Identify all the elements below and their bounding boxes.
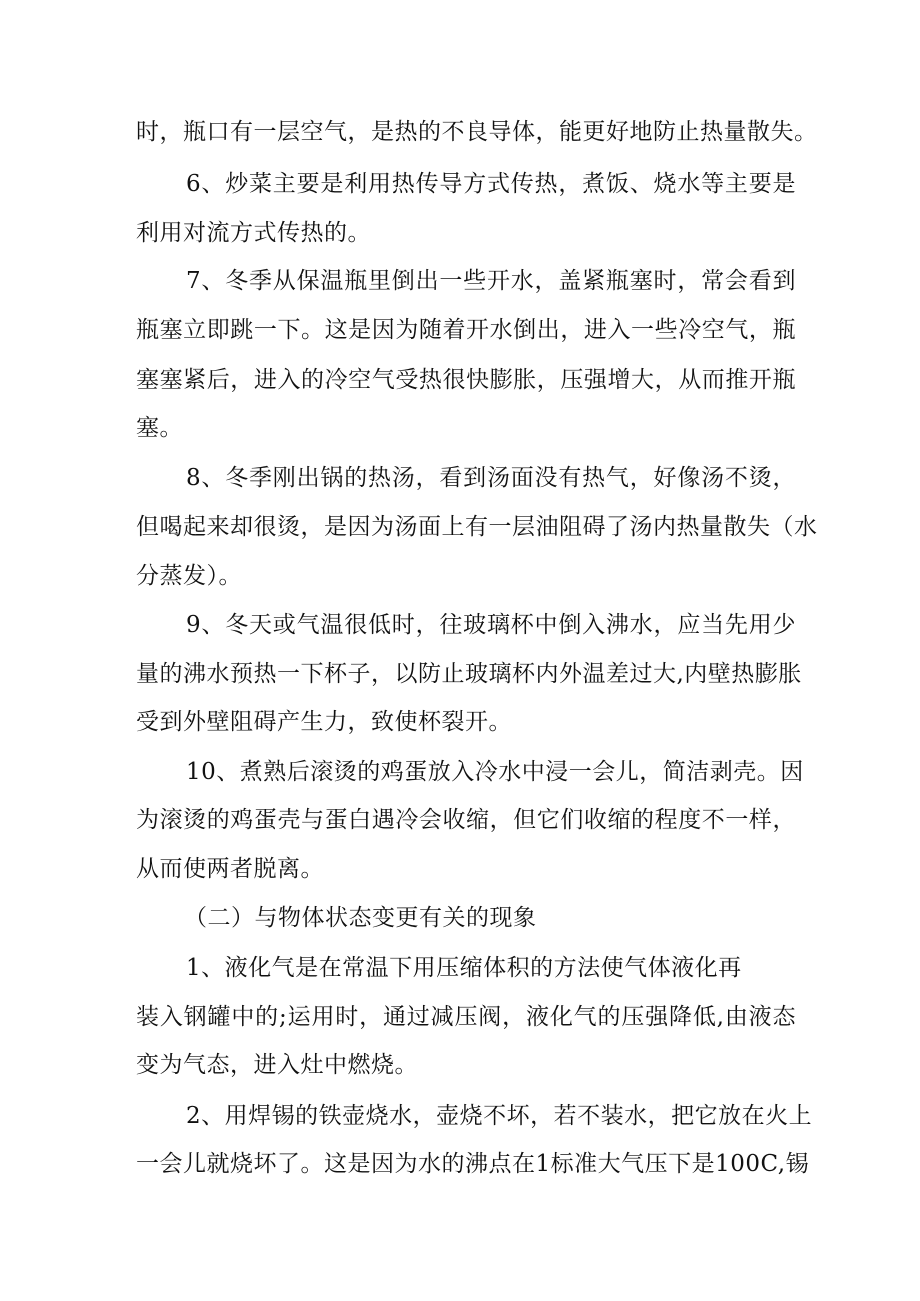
text-line: 8、冬季刚出锅的热汤，看到汤面没有热气，好像汤不烫， <box>186 465 796 491</box>
text-line: 塞。 <box>136 415 183 441</box>
text-line: 装入钢罐中的;运用时，通过减压阀，液化气的压强降低,由液态 <box>136 1004 796 1030</box>
text-line: 分蒸发）。 <box>136 563 242 589</box>
text-line: 从而使两者脱离。 <box>136 856 324 882</box>
text-line: 时，瓶口有一层空气，是热的不良导体，能更好地防止热量散失。 <box>136 119 818 145</box>
text-line: 7、冬季从保温瓶里倒出一些开水，盖紧瓶塞时，常会看到 <box>186 268 796 294</box>
text-line: 1、液化气是在常温下用压缩体积的方法使气体液化再 <box>186 955 742 981</box>
text-line: 10、煮熟后滚烫的鸡蛋放入冷水中浸一会儿，简洁剥壳。因 <box>186 759 804 785</box>
text-line: 为滚烫的鸡蛋壳与蛋白遇冷会收缩，但它们收缩的程度不一样， <box>136 807 796 833</box>
text-line: 利用对流方式传热的。 <box>136 220 371 246</box>
text-line: 受到外壁阻碍产生力，致使杯裂开。 <box>136 709 512 735</box>
text-line: 变为气态，进入灶中燃烧。 <box>136 1052 418 1078</box>
text-line: 但喝起来却很烫，是因为汤面上有一层油阻碍了汤内热量散失（水 <box>136 514 818 540</box>
text-line: 瓶塞立即跳一下。这是因为随着开水倒出，进入一些冷空气，瓶 <box>136 317 796 343</box>
text-line: 2、用焊锡的铁壶烧水，壶烧不坏，若不装水，把它放在火上 <box>186 1103 813 1129</box>
section-heading: （二）与物体状态变更有关的现象 <box>184 905 537 931</box>
text-line: 6、炒菜主要是利用热传导方式传热，煮饭、烧水等主要是 <box>186 171 796 197</box>
text-line: 9、冬天或气温很低时，往玻璃杯中倒入沸水，应当先用少 <box>186 612 796 638</box>
text-line: 塞塞紧后，进入的冷空气受热很快膨胀，压强增大，从而推开瓶 <box>136 367 796 393</box>
text-line: 量的沸水预热一下杯子，以防止玻璃杯内外温差过大,内壁热膨胀 <box>136 661 802 687</box>
text-line: 一会儿就烧坏了。这是因为水的沸点在1标准大气压下是100C,锡 <box>136 1151 810 1177</box>
